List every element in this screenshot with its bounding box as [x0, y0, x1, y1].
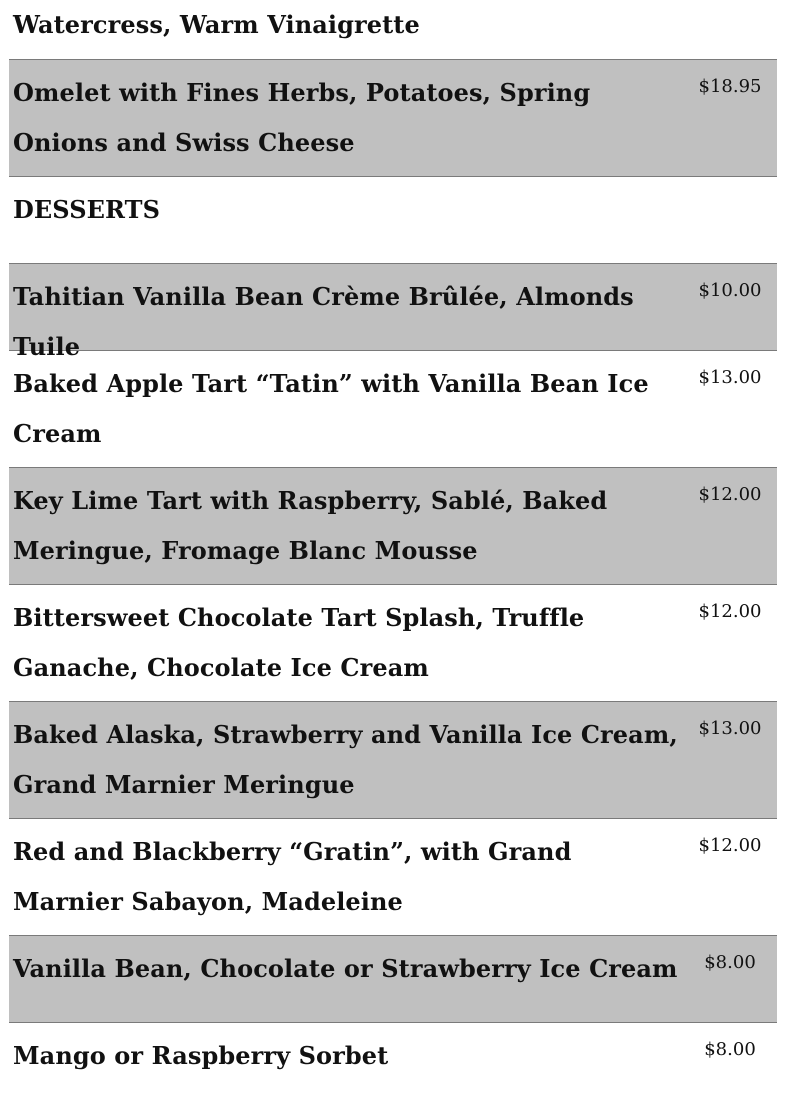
- item-name: Mango or Raspberry Sorbet: [13, 1041, 389, 1070]
- item-price: $8.00: [704, 952, 756, 973]
- item-price: $8.00: [704, 1039, 756, 1060]
- menu-row: [9, 702, 777, 819]
- menu-table: [9, 0, 777, 1093]
- item-name: Bittersweet Chocolate Tart Splash, Truffle Ganache, Chocolate Ice Cream: [13, 603, 585, 682]
- item-price: $13.00: [698, 367, 762, 388]
- item-name: Key Lime Tart with Raspberry, Sablé, Baked Meringue, Fromage Blanc Mousse: [13, 486, 608, 565]
- menu-row: [9, 1023, 777, 1093]
- menu-row: [9, 819, 777, 936]
- menu-row: [9, 60, 777, 177]
- menu-row: [9, 585, 777, 702]
- item-price: $13.00: [698, 718, 762, 739]
- section-title: DESSERTS: [13, 195, 161, 224]
- item-name: Baked Apple Tart “Tatin” with Vanilla Bean Ice Cream: [13, 369, 649, 448]
- item-name: Vanilla Bean, Chocolate or Strawberry Ice Cream: [13, 954, 678, 983]
- menu-row: [9, 468, 777, 585]
- item-price: $12.00: [698, 835, 762, 856]
- menu-row: [9, 936, 777, 1023]
- menu-row: [9, 0, 777, 60]
- item-price: $12.00: [698, 601, 762, 622]
- item-price: $12.00: [698, 484, 762, 505]
- item-name: Baked Alaska, Strawberry and Vanilla Ice Cream, Grand Marnier Meringue: [13, 720, 678, 799]
- item-price: $10.00: [698, 280, 762, 301]
- item-name: Omelet with Fines Herbs, Potatoes, Spring Onions and Swiss Cheese: [13, 78, 591, 157]
- item-name: Watercress, Warm Vinaigrette: [13, 10, 420, 39]
- menu-row: [9, 351, 777, 468]
- item-name: Red and Blackberry “Gratin”, with Grand Marnier Sabayon, Madeleine: [13, 837, 572, 916]
- item-name: Tahitian Vanilla Bean Crème Brûlée, Almonds Tuile: [13, 282, 634, 361]
- menu-row: [9, 264, 777, 361]
- item-price: $18.95: [698, 76, 762, 97]
- section-header-row: [9, 177, 777, 264]
